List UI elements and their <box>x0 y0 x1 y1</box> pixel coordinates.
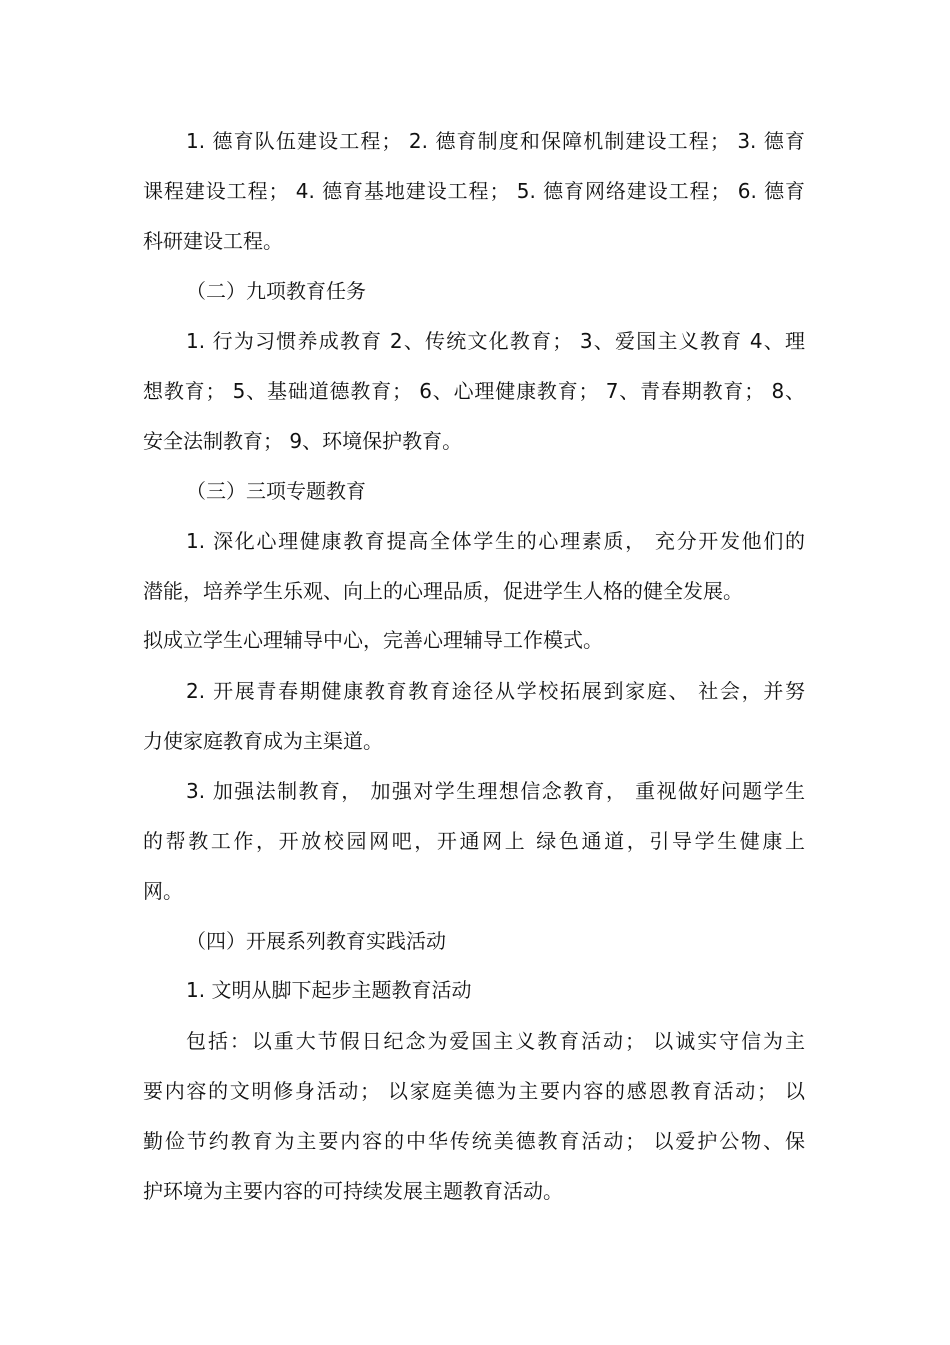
section-heading: （四）开展系列教育实践活动 <box>186 929 446 953</box>
text-line: 3. 加强法制教育， 加强对学生理想信念教育， 重视做好问题学生 <box>186 779 805 803</box>
text-line: 要内容的文明修身活动； 以家庭美德为主要内容的感恩教育活动； 以 <box>143 1079 805 1103</box>
section-heading: （二）九项教育任务 <box>186 279 366 303</box>
text-line: 安全法制教育； 9、环境保护教育。 <box>143 429 463 453</box>
text-line: 拟成立学生心理辅导中心，完善心理辅导工作模式。 <box>143 628 603 652</box>
text-line: 包括：以重大节假日纪念为爱国主义教育活动； 以诚实守信为主 <box>186 1029 805 1053</box>
text-line: 潜能，培养学生乐观、向上的心理品质，促进学生人格的健全发展。 <box>143 579 743 603</box>
text-line: 1. 德育队伍建设工程； 2. 德育制度和保障机制建设工程； 3. 德育 <box>186 129 805 153</box>
text-line: 课程建设工程； 4. 德育基地建设工程； 5. 德育网络建设工程； 6. 德育 <box>143 179 805 203</box>
text-line: 勤俭节约教育为主要内容的中华传统美德教育活动； 以爱护公物、保 <box>143 1129 805 1153</box>
text-line: 力使家庭教育成为主渠道。 <box>143 729 383 753</box>
text-line: 1. 深化心理健康教育提高全体学生的心理素质， 充分开发他们的 <box>186 529 805 553</box>
text-line: 1. 行为习惯养成教育 2、传统文化教育； 3、爱国主义教育 4、理 <box>186 329 805 353</box>
text-line: 护环境为主要内容的可持续发展主题教育活动。 <box>143 1179 563 1203</box>
text-line: 想教育； 5、基础道德教育； 6、心理健康教育； 7、青春期教育； 8、 <box>143 379 805 403</box>
text-line: 科研建设工程。 <box>143 229 283 253</box>
text-line: 的帮教工作，开放校园网吧，开通网上 绿色通道，引导学生健康上 <box>143 829 805 853</box>
text-line: 2. 开展青春期健康教育教育途径从学校拓展到家庭、 社会，并努 <box>186 679 805 703</box>
text-line: 网。 <box>143 879 183 903</box>
text-line: 1. 文明从脚下起步主题教育活动 <box>186 978 472 1002</box>
section-heading: （三）三项专题教育 <box>186 479 366 503</box>
